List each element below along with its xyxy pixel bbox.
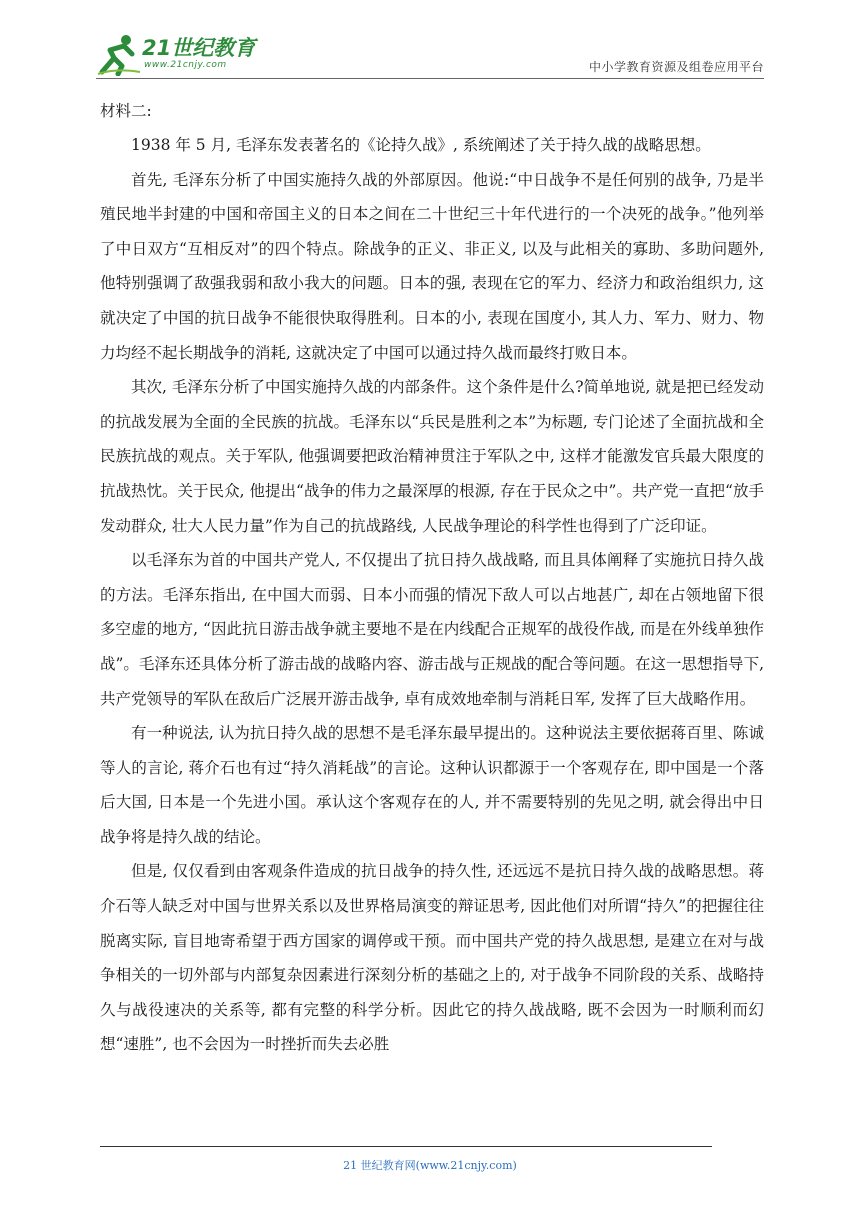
site-logo[interactable] (96, 32, 266, 76)
paragraph: 但是, 仅仅看到由客观条件造成的抗日战争的持久性, 还远远不是抗日持久战的战略思想。蒋介石等人缺乏对中国与世界关系以及世界格局演变的辩证思考, 因此他们对所谓“持久”的把握往往脱离实际, 盲目地寄希望于西方国家的调停或干预。而中国共产党的持久战思想, 是建立在对与战争相关的一切外部与内部复杂因素进行深刻分析的基础之上的, 对于战争不同阶段的关系、战略持久与战役速决的关系等, 都有完整的科学分析。因此它的持久战战略, 既不会因为一时顺利而幻想“速胜”, 也不会因为一时挫折而失去必胜 (100, 862, 764, 1054)
paragraph: 以毛泽东为首的中国共产党人, 不仅提出了抗日持久战战略, 而且具体阐释了实施抗日持久战的方法。毛泽东指出, 在中国大而弱、日本小而强的情况下敌人可以占地甚广, 却在占领地留下很多空虚的地方, “因此抗日游击战争就主要地不是在内线配合正规军的战役作战, 而是在外线单独作战”。毛泽东还具体分析了游击战的战略内容、游击战与正规战的配合等问题。在这一思想指导下, 共产党领导的军队在敌后广泛展开游击战争, 卓有成效地牵制与消耗日军, 发挥了巨大战略作用。 (100, 551, 764, 708)
paragraph: 首先, 毛泽东分析了中国实施持久战的外部原因。他说:“中日战争不是任何别的战争, 乃是半殖民地半封建的中国和帝国主义的日本之间在二十世纪三十年代进行的一个决死的战争。”他列举了中日双方“互相反对”的四个特点。除战争的正义、非正义, 以及与此相关的寡助、多助问题外, 他特别强调了敌强我弱和敌小我大的问题。日本的强, 表现在它的军力、经济力和政治组织力, 这就决定了中国的抗日战争不能很快取得胜利。日本的小, 表现在国度小, 其人力、军力、财力、物力均经不起长期战争的消耗, 这就决定了中国可以通过持久战而最终打败日本。 (100, 170, 764, 362)
footer-divider (100, 1146, 712, 1147)
platform-tagline: 中小学教育资源及组卷应用平台 (588, 60, 764, 74)
logo-text: 21世纪教育 (142, 36, 256, 60)
footer-link[interactable]: 21 世纪教育网(www.21cnjy.com) (343, 1159, 517, 1172)
paragraph: 1938 年 5 月, 毛泽东发表著名的《论持久战》, 系统阐述了关于持久战的战略思想。 (131, 136, 711, 154)
document-body (100, 95, 764, 1062)
paragraph: 其次, 毛泽东分析了中国实施持久战的内部条件。这个条件是什么?简单地说, 就是把已经发动的抗战发展为全面的全民族的抗战。毛泽东以“兵民是胜利之本”为标题, 专门论述了全面抗战和全民族抗战的观点。关于军队, 他强调要把政治精神贯注于军队之中, 这样才能激发官兵最大限度的抗战热忱。关于民众, 他提出“战争的伟力之最深厚的根源, 存在于民众之中”。共产党一直把“放手发动群众, 壮大人民力量”作为自己的抗战路线, 人民战争理论的科学性也得到了广泛印证。 (100, 378, 764, 535)
logo-url: www.21cnjy.com (144, 60, 227, 70)
paragraph: 有一种说法, 认为抗日持久战的思想不是毛泽东最早提出的。这种说法主要依据蒋百里、陈诚等人的言论, 蒋介石也有过“持久消耗战”的言论。这种认识都源于一个客观存在, 即中国是一个落后大国, 日本是一个先进小国。承认这个客观存在的人, 并不需要特别的先见之明, 就会得出中日战争将是持久战的结论。 (100, 724, 764, 846)
page-header (96, 28, 764, 80)
header-divider (96, 78, 764, 79)
runner-logo-icon (96, 32, 142, 76)
material-label: 材料二: (100, 102, 152, 120)
